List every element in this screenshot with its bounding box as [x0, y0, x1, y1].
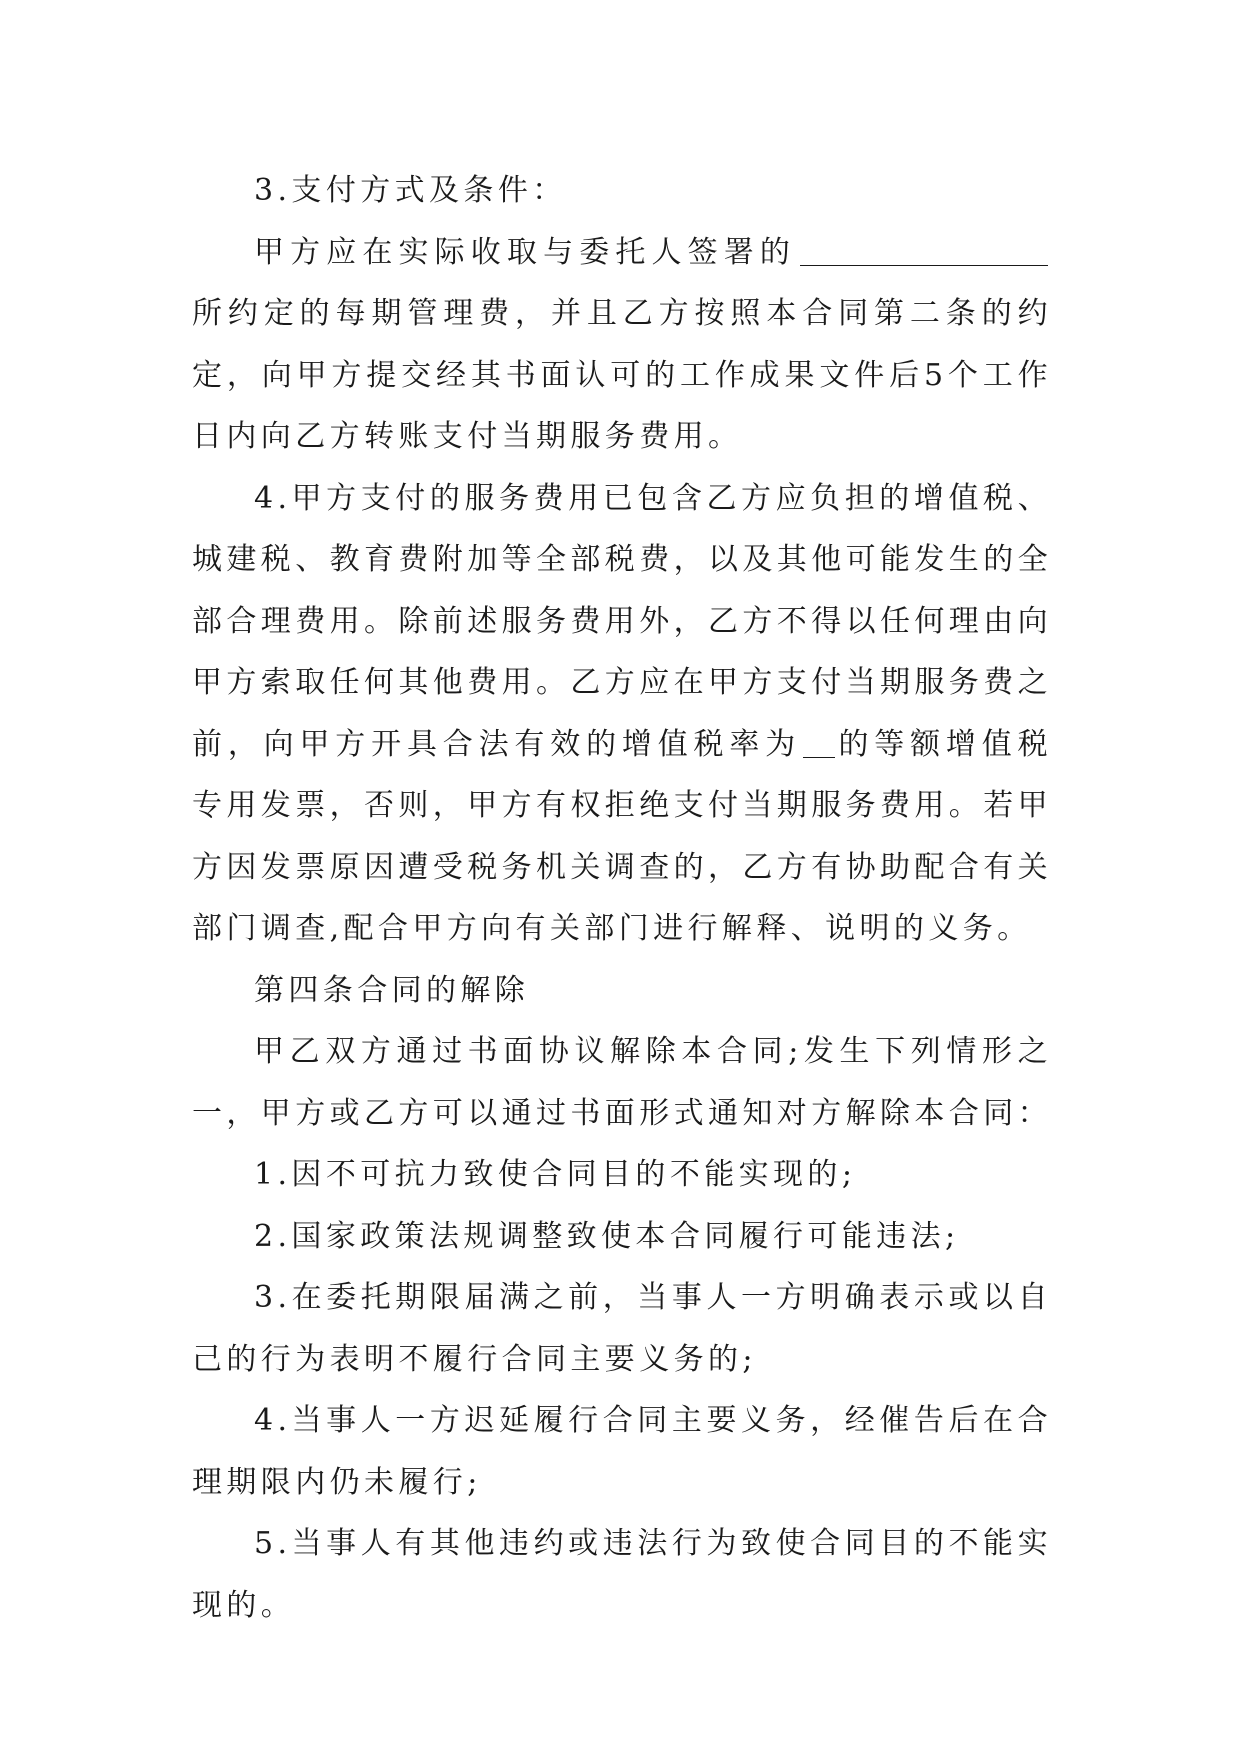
termination-intro: 甲乙双方通过书面协议解除本合同;发生下列情形之一，甲方或乙方可以通过书面形式通知对方解除本合同： [192, 1034, 1052, 1131]
clause-tax-invoice [192, 468, 1052, 960]
contract-name-blank [800, 235, 1048, 266]
payment-terms-text-b: 所约定的每期管理费，并且乙方按照本合同第二条的约定，向甲方提交经其书面认可的工作成果文件后5个工作日内向乙方转账支付当期服务费用。 [192, 296, 1052, 454]
payment-terms-text-a: 甲方应在实际收取与委托人签署的 [254, 234, 796, 270]
termination-item-1: 1.因不可抗力致使合同目的不能实现的; [254, 1157, 857, 1192]
termination-item-2: 2.国家政策法规调整致使本合同履行可能违法; [254, 1218, 960, 1254]
document-page [192, 160, 1052, 1636]
clause-payment-method-heading: 3.支付方式及条件： [254, 173, 567, 208]
clause-payment-terms [192, 222, 1052, 468]
tax-rate-blank [803, 727, 835, 758]
termination-item-5: 5.当事人有其他违约或违法行为致使合同目的不能实现的。 [192, 1526, 1052, 1623]
article-four-heading: 第四条合同的解除 [254, 972, 530, 1008]
termination-item-4: 4.当事人一方迟延履行合同主要义务，经催告后在合理期限内仍未履行; [192, 1403, 1052, 1500]
tax-invoice-text-a: 4.甲方支付的服务费用已包含乙方应负担的增值税、城建税、教育费附加等全部税费，以及其他可能发生的全部合理费用。除前述服务费用外，乙方不得以任何理由向甲方索取任何其他费用。乙方应在甲方支付当期服务费之前，向甲方开具合法有效的增值税率为 [192, 480, 1052, 762]
termination-item-3: 3.在委托期限届满之前，当事人一方明确表示或以自己的行为表明不履行合同主要义务的; [192, 1280, 1052, 1377]
tax-invoice-text-b: 的等额增值税专用发票，否则，甲方有权拒绝支付当期服务费用。若甲方因发票原因遭受税务机关调查的，乙方有协助配合有关部门调查,配合甲方向有关部门进行解释、说明的义务。 [192, 726, 1052, 946]
